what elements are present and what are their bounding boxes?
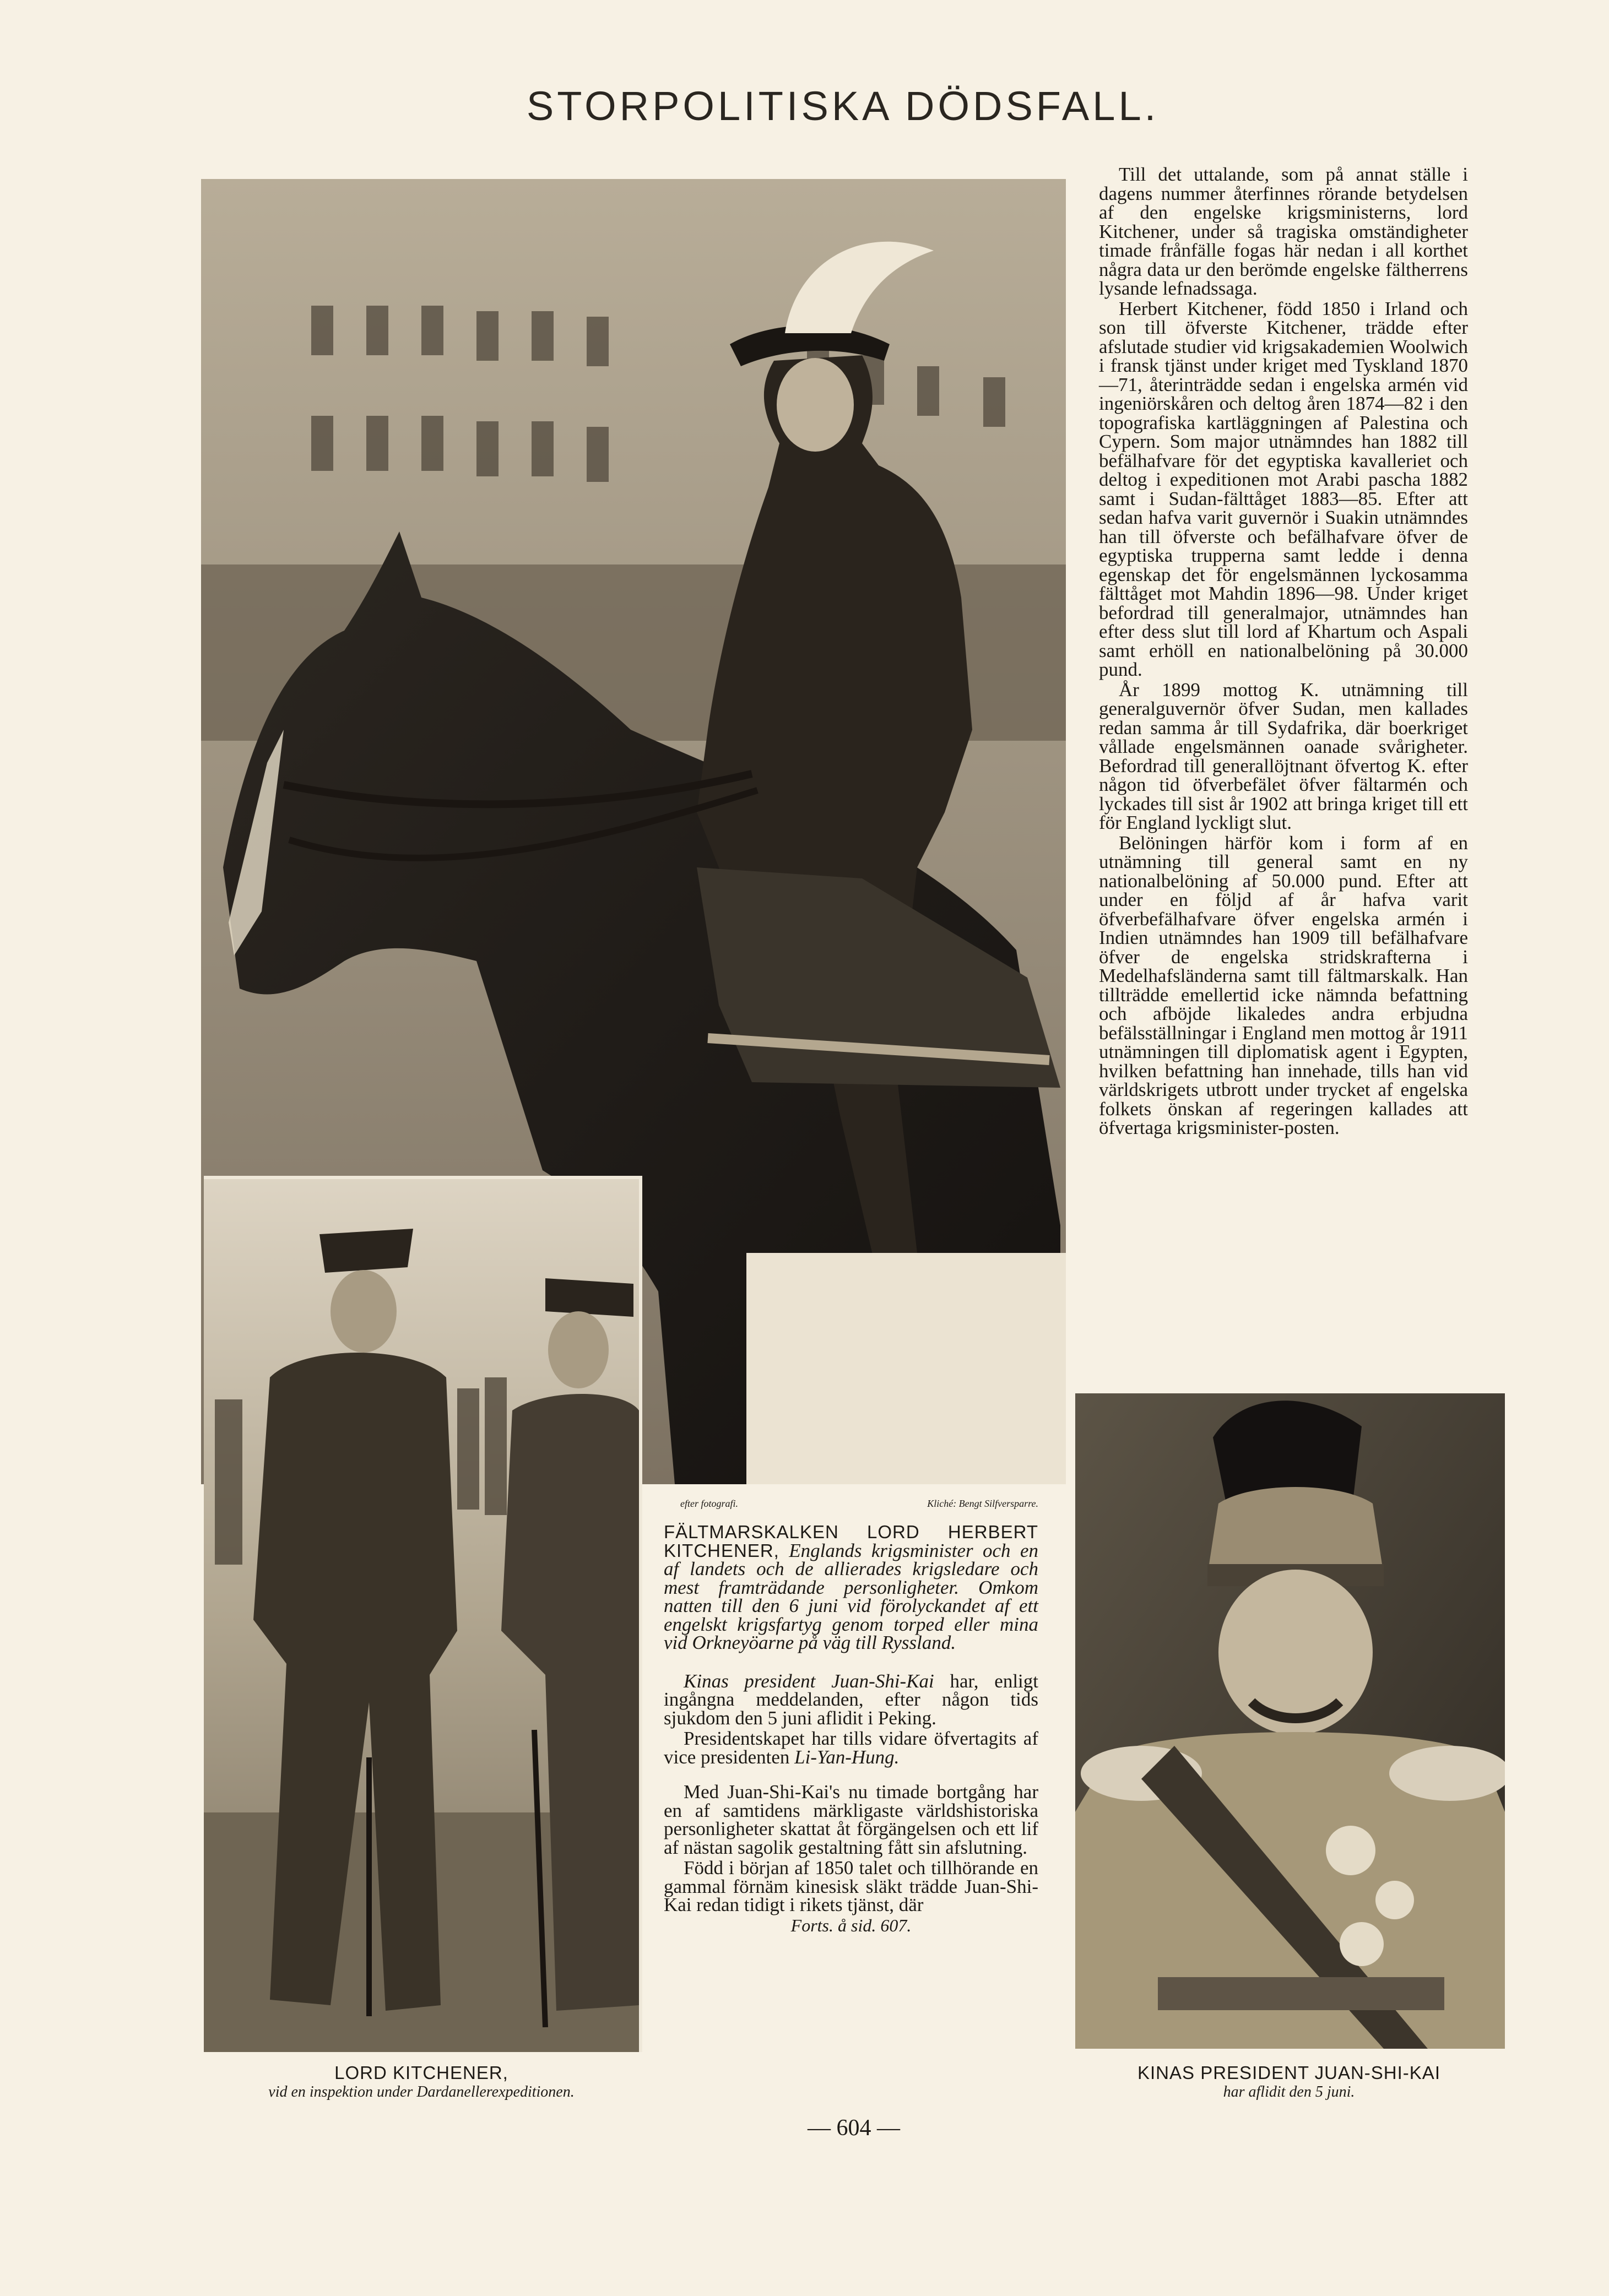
article-paragraph: Herbert Kitchener, född 1850 i Irland och son till öfverste Kitchener, trädde efter afslutade studier vid krigsakademien Woolwich i fransk tjänst under kriget med Tyskland 1870—71, återinträdde sedan i engelska armén vid ingeniörskåren och deltog åren 1874—82 i den topografiska kartläggningen af Palestina och Cypern. Som major utnämndes han 1882 till befälhafvare för det egyptiska kavalleriet och deltog i expeditionen mot Arabi pascha 1882 samt i Sudan-fälttåget 1883—85. Efter att sedan hafva varit guvernör i Suakin utnämndes han till öfverste och befälhafvare öfver de egyptiska trupperna samt ledde i denna egenskap det för engelsmännen lyckosamma fälttåget mot Mahdin 1896—98. Under kriget befordrad till generalmajor, utnämndes han efter dess slut till lord af Khartum och Aspali samt erhöll en nationalbelöning på 30.000 pund.: [1099, 297, 1468, 680]
caption-body: Englands krigsminister och en af landets och de allierades krigsledare och mest framträdande personligheter. Omkom natten till den 6 juni vid förolyckandet af ett engelskt krigsfartyg genom torped eller mina vid Orkneyöarne på väg till Ryssland.: [664, 1539, 1038, 1653]
page-number: — 604 —: [808, 2115, 900, 2141]
news-paragraph-2: [664, 1729, 1038, 1766]
news-body: har, enligt ingångna meddelanden, efter någon tids sjukdom den 5 juni aflidit i Peking.: [664, 1670, 1038, 1729]
credit-photographer: efter fotografi.: [680, 1498, 738, 1509]
news-lead: Kinas president Juan-Shi-Kai: [684, 1670, 934, 1692]
article-paragraph: År 1899 mottog K. utnämning till generalguvernör öfver Sudan, men kallades redan samma år till Sydafrika, där boerkriget vållade engelsmännen oanade svårigheter. Befordrad till generallöjtnant öfvertog K. efter någon tid öfverbefälet öfver fältarmén och lyckades till sist år 1902 att bringa kriget till ett för England lyckligt slut.: [1099, 679, 1468, 833]
juan-shi-kai-portrait-photo: [1075, 1393, 1505, 2049]
caption-subtitle: har aflidit den 5 juni.: [1223, 2083, 1355, 2100]
page-title: STORPOLITISKA DÖDSFALL.: [526, 83, 1160, 129]
news-paragraph-1: [664, 1672, 1038, 1728]
caption-subtitle: vid en inspektion under Dardanellerexpeditionen.: [268, 2083, 575, 2100]
news-paragraph-4: Född i början af 1850 talet och tillhörande en gammal förnäm kinesisk släkt trädde Juan-Shi-Kai redan tidigt i rikets tjänst, där: [664, 1857, 1038, 1915]
caption-title: KINAS PRESIDENT JUAN-SHI-KAI: [1137, 2062, 1440, 2083]
portrait-photo-caption: [1063, 2062, 1515, 2101]
article-paragraph: Till det uttalande, som på annat ställe i dagens nummer återfinnes rörande betydelsen af den engelske krigsministerns, lord Kitchener, under så tragiska omständigheter timade frånfälle fogas här nedan i all korthet några data ur den berömde engelske fältherrens lysande lefnadssaga.: [1099, 164, 1468, 299]
news-body: Presidentskapet har tills vidare öfvertagits af vice presidenten: [664, 1728, 1038, 1768]
vice-president-name: Li-Yan-Hung.: [794, 1746, 900, 1768]
caption-title: LORD KITCHENER,: [334, 2062, 508, 2083]
news-paragraph-3: Med Juan-Shi-Kai's nu timade bortgång har en af samtidens märkligaste världshistoriska personligheter skattat åt förgängelsen och ett lif af nästan sagolik gestaltning fått sin afslutning.: [664, 1781, 1038, 1858]
credit-engraver: Kliché: Bengt Silfversparre.: [927, 1498, 1038, 1509]
article-paragraph: Belöningen härför kom i form af en utnämning till general samt en ny nationalbelöning af 50.000 pund. Efter att under en följd af år hafva varit öfverbefälhafvare öfver engelska armén i Indien utnämndes han 1909 till befälhafvare öfver de engelska stridskrafterna i Medelhafsländerna samt till fältmarskalk. Han tillträdde emellertid icke nämnda befattning och afböjde likaledes andra erbjudna befälsställningar i England men mottog år 1911 utnämningen till diplomatisk agent i Egypten, hvilken befattning han innehade, tills han vid världskrigets utbrott under trycket af engelska folkets önskan af regeringen kallades att öfvertaga krigsminister-posten.: [1099, 832, 1468, 1138]
inspection-photo-caption: [198, 2062, 644, 2101]
caption-headline: FÄLTMARSKALKEN LORD HERBERT KITCHENER,: [664, 1522, 1038, 1561]
kitchener-inspection-photo: [204, 1176, 642, 2052]
main-photo-caption: [664, 1523, 1038, 1652]
continued-note: Forts. å sid. 607.: [790, 1915, 912, 1935]
center-column-text: [664, 1506, 1038, 1937]
kitchener-article-text: [1099, 165, 1468, 1139]
